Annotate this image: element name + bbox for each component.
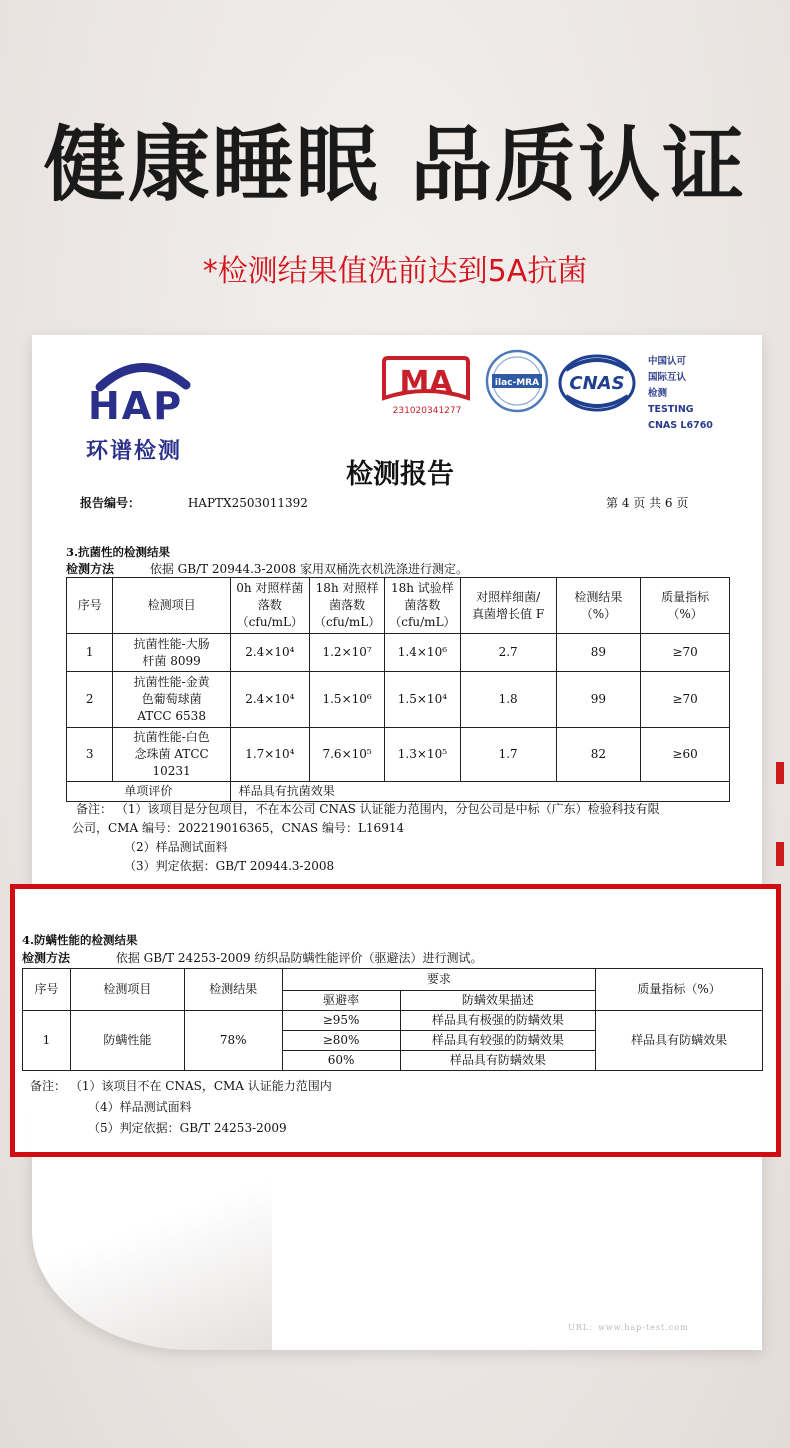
cnas-side-line: CNAS L6760 (648, 420, 713, 431)
antimite-table (22, 968, 763, 1071)
cnas-side-line: 检测 (648, 388, 668, 399)
page-info: 第 4 页 共 6 页 (606, 496, 689, 510)
row-no: 1 (23, 1011, 71, 1071)
header-cell: 序号 (23, 969, 71, 1011)
method-text: 依据 GB/T 24253-2009 纺织品防螨性能评价（驱避法）进行测试。 (115, 951, 483, 965)
footer-url: URL：www.hap-test.com (568, 1323, 689, 1332)
antibacterial-section-title: 3.抗菌性的检测结果 (66, 545, 171, 559)
row-t18h: 1.4×10⁶ (385, 634, 460, 672)
row-c0h: 2.4×10⁴ (230, 672, 309, 728)
row-result: 99 (556, 672, 641, 728)
table-row (67, 672, 730, 728)
header-cell: 序号 (67, 578, 113, 634)
cma-number: 231020341277 (392, 406, 462, 416)
row-c0h: 2.4×10⁴ (230, 634, 309, 672)
method-label: 检测方法 (66, 562, 115, 576)
report-number (80, 494, 308, 511)
table-row (23, 1011, 763, 1031)
row-index: ≥60 (641, 728, 730, 782)
header-cell: 18h 试验样 菌落数 （cfu/mL） (385, 578, 460, 634)
page-subline: *检测结果值洗前达到5A抗菌 (202, 254, 588, 289)
row-c18h: 1.2×10⁷ (309, 634, 384, 672)
antibacterial-notes (72, 800, 660, 876)
level-desc: 样品具有极强的防螨效果 (400, 1011, 596, 1031)
row-f: 2.7 (460, 634, 556, 672)
cnas-side-line: 国际互认 (648, 372, 687, 383)
row-item: 防螨性能 (70, 1011, 184, 1071)
antimite-section-title: 4.防螨性能的检测结果 (22, 933, 138, 947)
cma-logo-text: MA (399, 365, 453, 400)
method-text: 依据 GB/T 20944.3-2008 家用双桶洗衣机洗涤进行测定。 (149, 562, 468, 576)
level-rate: 60% (282, 1051, 400, 1071)
cnas-logo-text: CNAS (569, 373, 625, 394)
row-result: 78% (184, 1011, 282, 1071)
header-cell: 检测结果 (184, 969, 282, 1011)
table-row (67, 728, 730, 782)
row-no: 3 (67, 728, 113, 782)
eval-text: 样品具有抗菌效果 (230, 782, 729, 802)
row-item: 抗菌性能-大肠 杆菌 8099 (113, 634, 230, 672)
row-c18h: 7.6×10⁵ (309, 728, 384, 782)
level-rate: ≥95% (282, 1011, 400, 1031)
header-cell: 检测项目 (70, 969, 184, 1011)
row-t18h: 1.5×10⁴ (385, 672, 460, 728)
row-item: 抗菌性能-金黄 色葡萄球菌 ATCC 6538 (113, 672, 230, 728)
hap-company-name: 环谱检测 (86, 439, 183, 464)
header-cell: 0h 对照样菌 落数 （cfu/mL） (230, 578, 309, 634)
level-desc: 样品具有较强的防螨效果 (400, 1031, 596, 1051)
note-line: 备注： （1）该项目是分包项目，不在本公司 CNAS 认证能力范围内，分包公司是中标（广东）检验科技有限 (76, 802, 660, 816)
row-no: 1 (67, 634, 113, 672)
row-item: 抗菌性能-白色 念珠菌 ATCC 10231 (113, 728, 230, 782)
cnas-side-line: 中国认可 (648, 356, 687, 367)
note-line: （5）判定依据：GB/T 24253-2009 (88, 1121, 287, 1135)
antimite-method (22, 949, 483, 966)
hap-logo-text: HAP (88, 384, 184, 428)
row-quality-index: 样品具有防螨效果 (596, 1011, 763, 1071)
report-number-value: HAPTX2503011392 (187, 496, 308, 510)
row-c18h: 1.5×10⁶ (309, 672, 384, 728)
row-index: ≥70 (641, 672, 730, 728)
antimite-notes (30, 1076, 332, 1139)
row-result: 89 (556, 634, 641, 672)
row-t18h: 1.3×10⁵ (385, 728, 460, 782)
page-headline: 健康睡眠 品质认证 (43, 118, 747, 213)
table-header-row (67, 578, 730, 634)
note-line: 备注： （1）该项目不在 CNAS，CMA 认证能力范围内 (30, 1079, 332, 1093)
level-desc: 样品具有防螨效果 (400, 1051, 596, 1071)
cnas-side-line: TESTING (648, 404, 694, 415)
antibacterial-table (66, 577, 730, 802)
header-cell: 检测结果 （%） (556, 578, 641, 634)
row-no: 2 (67, 672, 113, 728)
header-cell: 要求 (282, 969, 596, 991)
row-c0h: 1.7×10⁴ (230, 728, 309, 782)
note-line: 公司，CMA 编号：202219016365，CNAS 编号：L16914 (72, 821, 405, 835)
ilac-mra-logo-icon (484, 348, 550, 414)
edge-mark (776, 842, 784, 866)
note-line: （4）样品测试面料 (88, 1100, 192, 1114)
header-cell: 对照样细菌/ 真菌增长值 F (460, 578, 556, 634)
row-f: 1.7 (460, 728, 556, 782)
report-number-label: 报告编号： (80, 496, 141, 510)
table-row (67, 634, 730, 672)
level-rate: ≥80% (282, 1031, 400, 1051)
row-index: ≥70 (641, 634, 730, 672)
header-cell: 检测项目 (113, 578, 230, 634)
row-result: 82 (556, 728, 641, 782)
antibacterial-method (66, 560, 468, 577)
cnas-side-text (648, 354, 728, 434)
eval-label: 单项评价 (67, 782, 231, 802)
note-line: （2）样品测试面料 (124, 840, 228, 854)
note-line: （3）判定依据：GB/T 20944.3-2008 (124, 859, 335, 873)
header-cell: 质量指标（%） (596, 969, 763, 1011)
row-f: 1.8 (460, 672, 556, 728)
header-cell: 质量指标 （%） (641, 578, 730, 634)
evaluation-row (67, 782, 730, 802)
header-cell: 18h 对照样 菌落数 （cfu/mL） (309, 578, 384, 634)
table-header-row (23, 969, 763, 991)
header-cell: 防螨效果描述 (400, 991, 596, 1011)
ilac-logo-text: ilac-MRA (494, 378, 540, 388)
edge-mark (776, 762, 784, 784)
report-title: 检测报告 (346, 459, 454, 490)
cnas-logo-icon (558, 354, 636, 412)
header-cell: 驱避率 (282, 991, 400, 1011)
method-label: 检测方法 (22, 951, 71, 965)
